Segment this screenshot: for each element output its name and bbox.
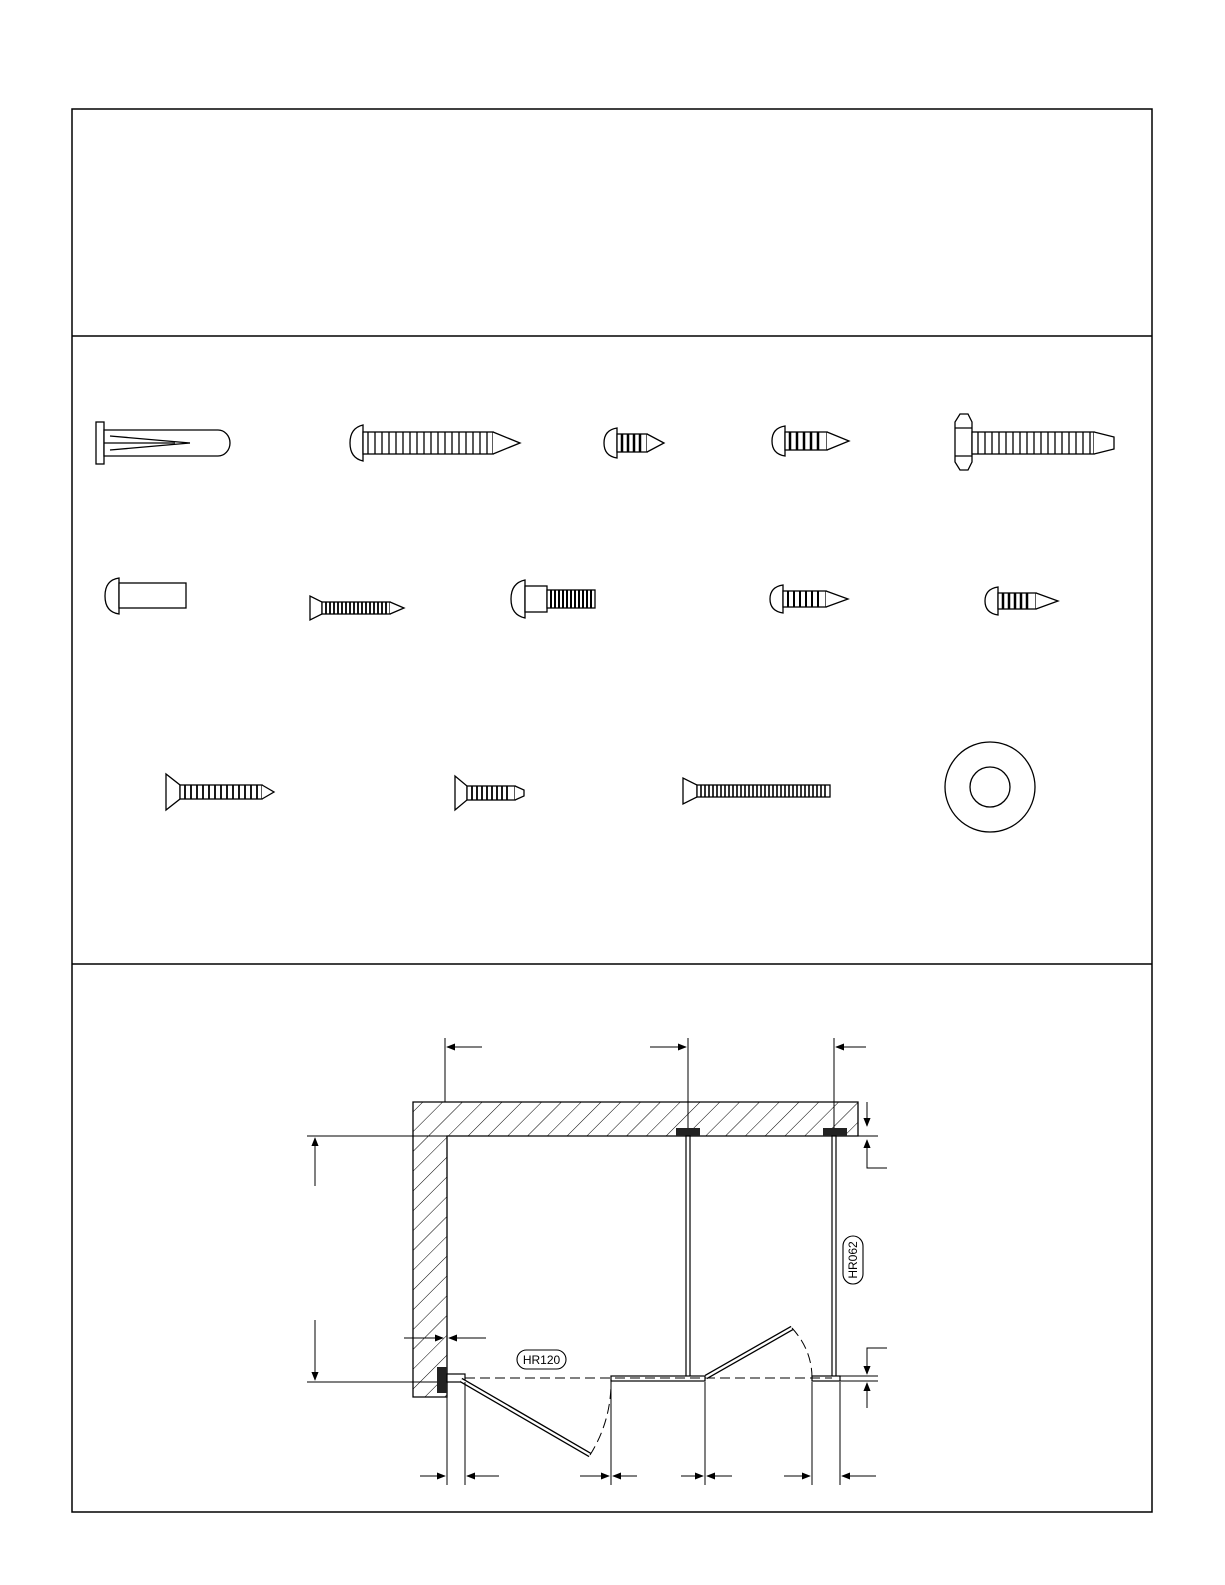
countersunk-short-screw-icon <box>455 776 524 810</box>
washer-icon <box>945 742 1035 832</box>
barrel-nut-icon <box>105 578 186 614</box>
wall-bracket-left <box>437 1367 447 1393</box>
label-hr120 <box>517 1350 566 1369</box>
left-door-open-inner <box>461 1380 590 1455</box>
pan-head-screw-icon <box>770 585 848 613</box>
countersunk-wood-screw-icon <box>166 774 274 810</box>
right-door-open-inner <box>706 1328 792 1377</box>
wall-bracket-right <box>823 1128 847 1136</box>
pan-head-small-screw-icon <box>985 587 1058 615</box>
machine-screw-icon <box>683 778 830 804</box>
pan-head-medium-screw-icon <box>772 426 849 456</box>
label-hr062 <box>843 1236 863 1284</box>
hex-head-screw-icon <box>955 414 1114 470</box>
pan-head-short-screw-icon <box>604 428 664 458</box>
right-door-swing-arc <box>792 1328 812 1378</box>
wall-bracket-middle <box>676 1128 700 1136</box>
wall-hatched <box>413 1102 858 1397</box>
left-door-swing-arc <box>590 1378 611 1455</box>
shoulder-bolt-icon <box>511 580 595 618</box>
plan-view-diagram <box>307 1038 887 1485</box>
label-hr062-text: HR062 <box>846 1241 860 1279</box>
center-fixed-panel <box>686 1136 690 1380</box>
hardware-section <box>96 414 1114 832</box>
side-fixed-panel <box>832 1136 836 1380</box>
pan-head-long-screw-icon <box>350 425 520 461</box>
label-hr120-text: HR120 <box>522 1353 561 1367</box>
wall-anchor-icon <box>96 422 230 464</box>
countersunk-screw-icon <box>310 596 404 620</box>
